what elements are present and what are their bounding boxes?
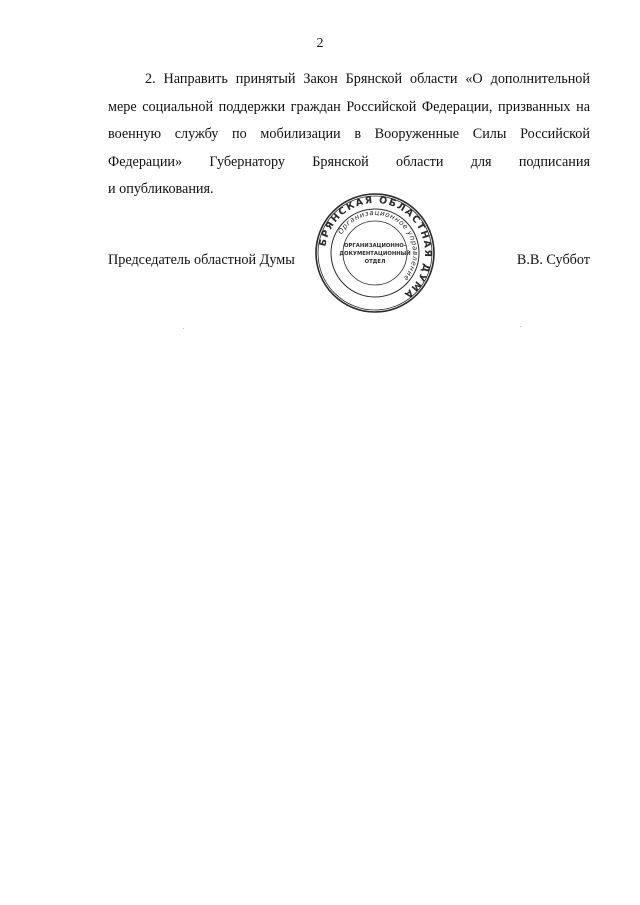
- seal-center-line-1: ОРГАНИЗАЦИОННО-: [343, 243, 407, 249]
- scan-speck: [520, 326, 521, 327]
- page-number: 2: [316, 36, 324, 51]
- seal-center-line-3: ОТДЕЛ: [364, 259, 386, 265]
- official-seal-stamp: [314, 192, 436, 314]
- paragraph-line-2: мере социальной поддержки граждан Российской Федерации, призванных на: [108, 98, 590, 115]
- seal-inner-text: Организационное управление: [336, 208, 420, 283]
- paragraph-line-5: и опубликования.: [108, 181, 214, 197]
- paragraph-line-3: военную службу по мобилизации в Вооруженные Силы Российской: [108, 126, 590, 142]
- seal-outer-text: БРЯНСКАЯ ОБЛАСТНАЯ ДУМА: [317, 194, 434, 301]
- paragraph-line-4: Федерации» Губернатору Брянской области для подписания: [108, 153, 590, 170]
- signer-title: Председатель областной Думы: [108, 252, 295, 268]
- signer-name: В.В. Суббот: [516, 252, 590, 268]
- scan-speck: [183, 328, 184, 329]
- body-paragraph: [108, 66, 590, 204]
- seal-center-line-2: ДОКУМЕНТАЦИОННЫЙ: [339, 251, 411, 257]
- paragraph-line-1: 2. Направить принятый Закон Брянской области «О дополнительной: [145, 71, 590, 87]
